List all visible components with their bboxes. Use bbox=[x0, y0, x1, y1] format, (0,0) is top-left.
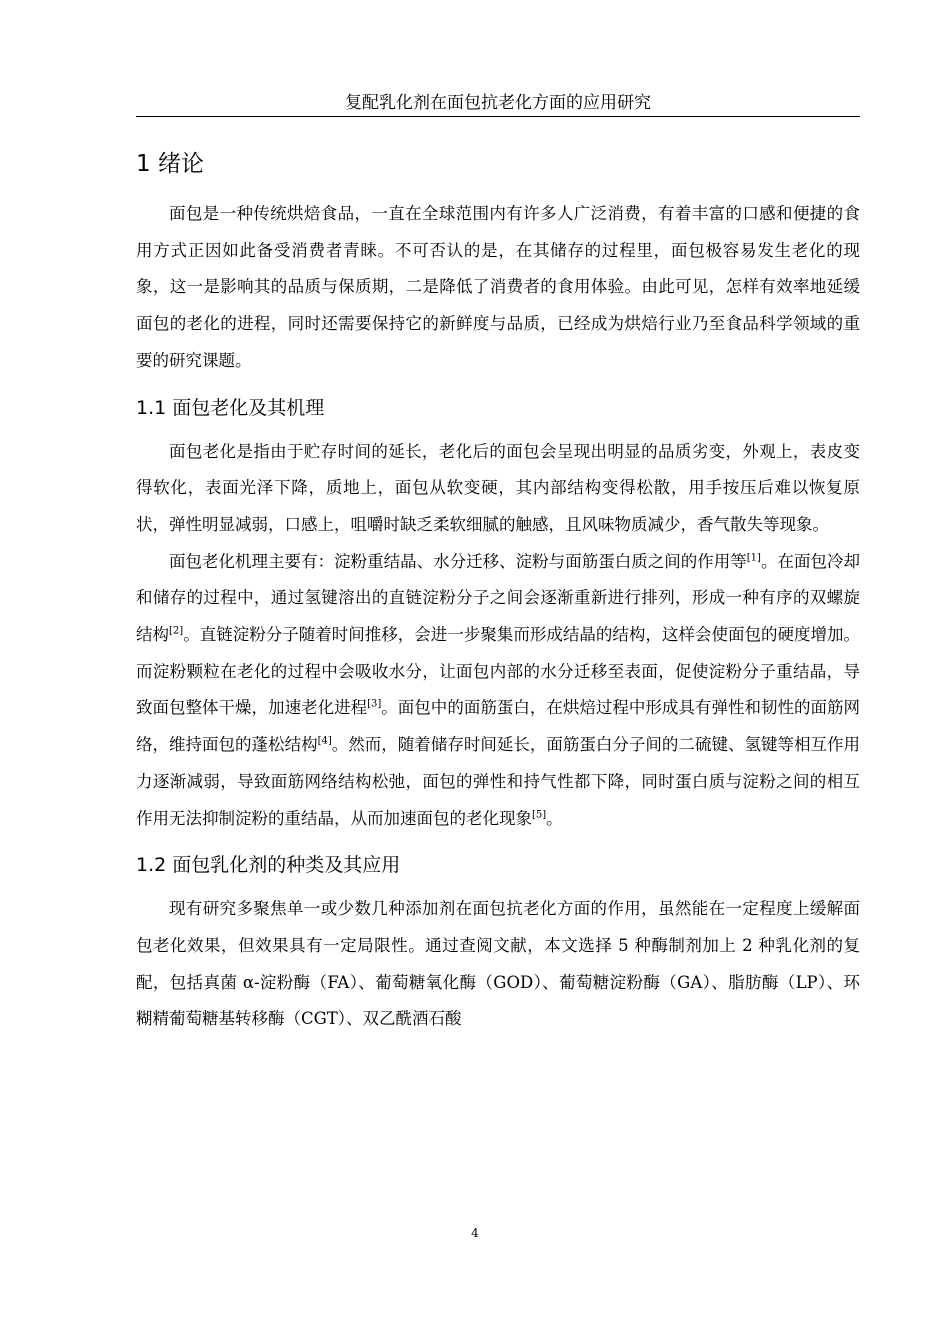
running-header: 复配乳化剂在面包抗老化方面的应用研究 bbox=[345, 93, 651, 113]
citation-ref-3: [3] bbox=[367, 698, 382, 710]
citation-ref-1: [1] bbox=[746, 552, 761, 564]
staling-definition-paragraph: 面包老化是指由于贮存时间的延长，老化后的面包会呈现出明显的品质劣变，外观上，表皮变得软化，表面光泽下降，质地上，面包从软变硬，其内部结构变得松散，用手按压后难以恢复原状，弹性明显减弱，口感上，咀嚼时缺乏柔软细腻的触感，且风味物质减少，香气散失等现象。 bbox=[136, 441, 860, 534]
staling-mechanism-paragraph bbox=[136, 544, 860, 838]
section-heading-1-1: 1.1 面包老化及其机理 bbox=[136, 396, 325, 419]
text-run: 。在面包冷却和储存的过程中，通过氢键溶出的直链淀粉分子之间会逐渐重新进行排列，形成一种有序的双螺旋结构 bbox=[136, 551, 861, 645]
page-number: 4 bbox=[471, 1226, 479, 1240]
section-heading-1-2: 1.2 面包乳化剂的种类及其应用 bbox=[136, 854, 401, 877]
text-run: 。面包中的面筋蛋白，在烘焙过程中形成具有弹性和韧性的面筋网络，维持面包的蓬松结构 bbox=[136, 698, 861, 755]
emulsifier-paragraph: 现有研究多聚焦单一或少数几种添加剂在面包抗老化方面的作用，虽然能在一定程度上缓解面包老化效果，但效果具有一定局限性。通过查阅文献，本文选择 5 种酶制剂加上 2 种乳化剂的复配，包括真菌 α-淀粉酶（FA）、葡萄糖氧化酶（GOD）、葡萄糖淀粉酶（GA）、脂肪酶（LP）、环糊精葡萄糖基转移酶（CGT）、双乙酰酒石酸 bbox=[136, 899, 860, 1029]
page-content bbox=[136, 142, 860, 1038]
text-run: 面包老化机理主要有：淀粉重结晶、水分迁移、淀粉与面筋蛋白质之间的作用等 bbox=[169, 551, 747, 571]
intro-paragraph: 面包是一种传统烘焙食品，一直在全球范围内有许多人广泛消费，有着丰富的口感和便捷的食用方式正因如此备受消费者青睐。不可否认的是，在其储存的过程里，面包极容易发生老化的现象，这一是影响其的品质与保质期，二是降低了消费者的食用体验。由此可见，怎样有效率地延缓面包的老化的进程，同时还需要保持它的新鲜度与品质，已经成为烘焙行业乃至食品科学领域的重要的研究课题。 bbox=[136, 204, 860, 370]
citation-ref-2: [2] bbox=[169, 625, 184, 637]
citation-ref-4: [4] bbox=[317, 735, 332, 747]
text-run: 。 bbox=[546, 808, 563, 828]
header-rule bbox=[136, 116, 860, 117]
text-run: 。然而，随着储存时间延长，面筋蛋白分子间的二硫键、氢键等相互作用力逐渐减弱，导致面筋网络结构松弛，面包的弹性和持气性都下降，同时蛋白质与淀粉之间的相互作用无法抑制淀粉的重结晶，从而加速面包的老化现象 bbox=[136, 735, 861, 828]
citation-ref-5: [5] bbox=[532, 809, 547, 821]
chapter-heading: 1 绪论 bbox=[136, 151, 204, 177]
text-run: 。直链淀粉分子随着时间推移，会进一步聚集而形成结晶的结构，这样会使面包的硬度增加。而淀粉颗粒在老化的过程中会吸收水分，让面包内部的水分迁移至表面，促使淀粉分子重结晶，导致面包整体干燥，加速老化进程 bbox=[136, 625, 861, 718]
